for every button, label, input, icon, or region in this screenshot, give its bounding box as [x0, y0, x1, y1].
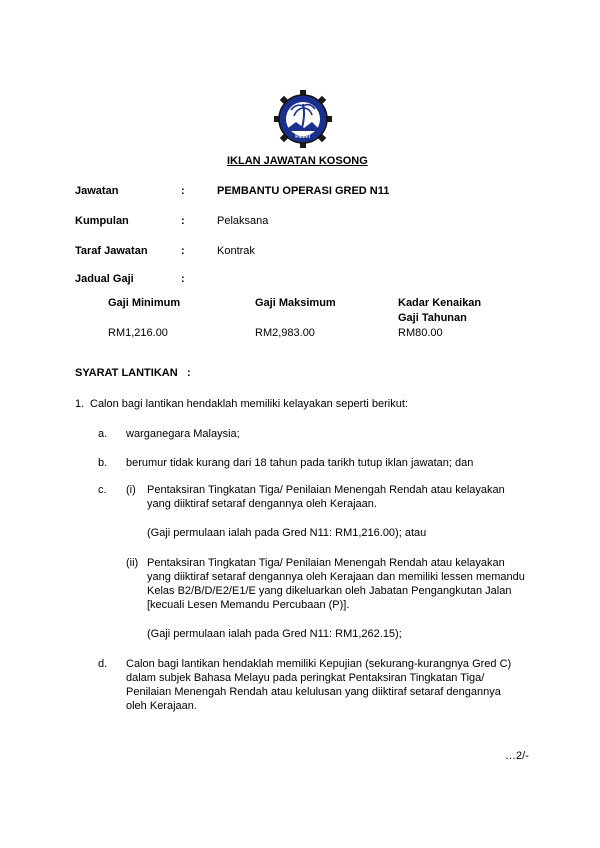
item-c-ii-line-1: Pentaksiran Tingkatan Tiga/ Penilaian Menengah Rendah atau kelayakan	[147, 557, 505, 569]
jadual-colon: :	[181, 273, 185, 285]
item-a-text: warganegara Malaysia;	[126, 428, 240, 440]
jawatan-value: PEMBANTU OPERASI GRED N11	[217, 185, 390, 197]
kumpulan-value: Pelaksana	[217, 215, 269, 227]
item-1-intro: Calon bagi lantikan hendaklah memiliki kelayakan seperti berikut:	[90, 398, 408, 410]
item-a-marker: a.	[98, 428, 108, 440]
item-d-line-2: dalam subjek Bahasa Melayu pada peringkat Pentaksiran Tingkatan Tiga/	[126, 672, 485, 684]
syarat-colon: :	[187, 367, 191, 379]
item-c-marker: c.	[98, 484, 107, 496]
page-title: IKLAN JAWATAN KOSONG	[227, 155, 368, 167]
item-c-i-marker: (i)	[126, 484, 136, 496]
logo-text: PMINT	[295, 134, 311, 140]
item-d-line-1: Calon bagi lantikan hendaklah memiliki Kepujian (sekurang-kurangnya Gred C)	[126, 658, 512, 670]
salary-header-min: Gaji Minimum	[108, 297, 181, 309]
salary-value-max: RM2,983.00	[255, 327, 315, 339]
page-marker: …2/-	[505, 750, 529, 762]
item-1-number: 1.	[75, 398, 85, 410]
item-b-text: berumur tidak kurang dari 18 tahun pada tarikh tutup iklan jawatan; dan	[126, 457, 474, 469]
item-d-line-3: Penilaian Menengah Rendah atau kelulusan yang diiktiraf setaraf dengannya	[126, 686, 501, 698]
salary-header-inc-2: Gaji Tahunan	[398, 312, 467, 324]
taraf-label: Taraf Jawatan	[75, 245, 148, 257]
jadual-label: Jadual Gaji	[75, 273, 134, 285]
kumpulan-label: Kumpulan	[75, 215, 129, 227]
item-c-i-note: (Gaji permulaan ialah pada Gred N11: RM1,216.00); atau	[147, 527, 427, 539]
taraf-colon: :	[181, 245, 185, 257]
jawatan-colon: :	[181, 185, 185, 197]
item-c-ii-note: (Gaji permulaan ialah pada Gred N11: RM1,262.15);	[147, 628, 402, 640]
item-c-i-line-2: yang diiktiraf setaraf dengannya oleh Kerajaan.	[147, 498, 377, 510]
item-b-marker: b.	[98, 457, 108, 469]
salary-value-min: RM1,216.00	[108, 327, 168, 339]
item-d-line-4: oleh Kerajaan.	[126, 700, 197, 712]
item-c-ii-line-2: yang diiktiraf setaraf dengannya oleh Kerajaan dan memiliki lessen memandu	[147, 571, 525, 583]
taraf-value: Kontrak	[217, 245, 255, 257]
pmint-logo	[274, 90, 332, 148]
salary-header-max: Gaji Maksimum	[255, 297, 336, 309]
salary-header-inc-1: Kadar Kenaikan	[398, 297, 482, 309]
kumpulan-colon: :	[181, 215, 185, 227]
item-d-marker: d.	[98, 658, 108, 670]
jawatan-label: Jawatan	[75, 185, 119, 197]
item-c-ii-line-4: [kecuali Lesen Memandu Percubaan (P)].	[147, 599, 350, 611]
item-c-ii-marker: (ii)	[126, 557, 139, 569]
syarat-heading: SYARAT LANTIKAN	[75, 367, 178, 379]
item-c-i-line-1: Pentaksiran Tingkatan Tiga/ Penilaian Menengah Rendah atau kelayakan	[147, 484, 505, 496]
item-c-ii-line-3: Kelas B2/B/D/E2/E1/E yang dikeluarkan oleh Jabatan Pengangkutan Jalan	[147, 585, 512, 597]
salary-value-inc: RM80.00	[398, 327, 443, 339]
